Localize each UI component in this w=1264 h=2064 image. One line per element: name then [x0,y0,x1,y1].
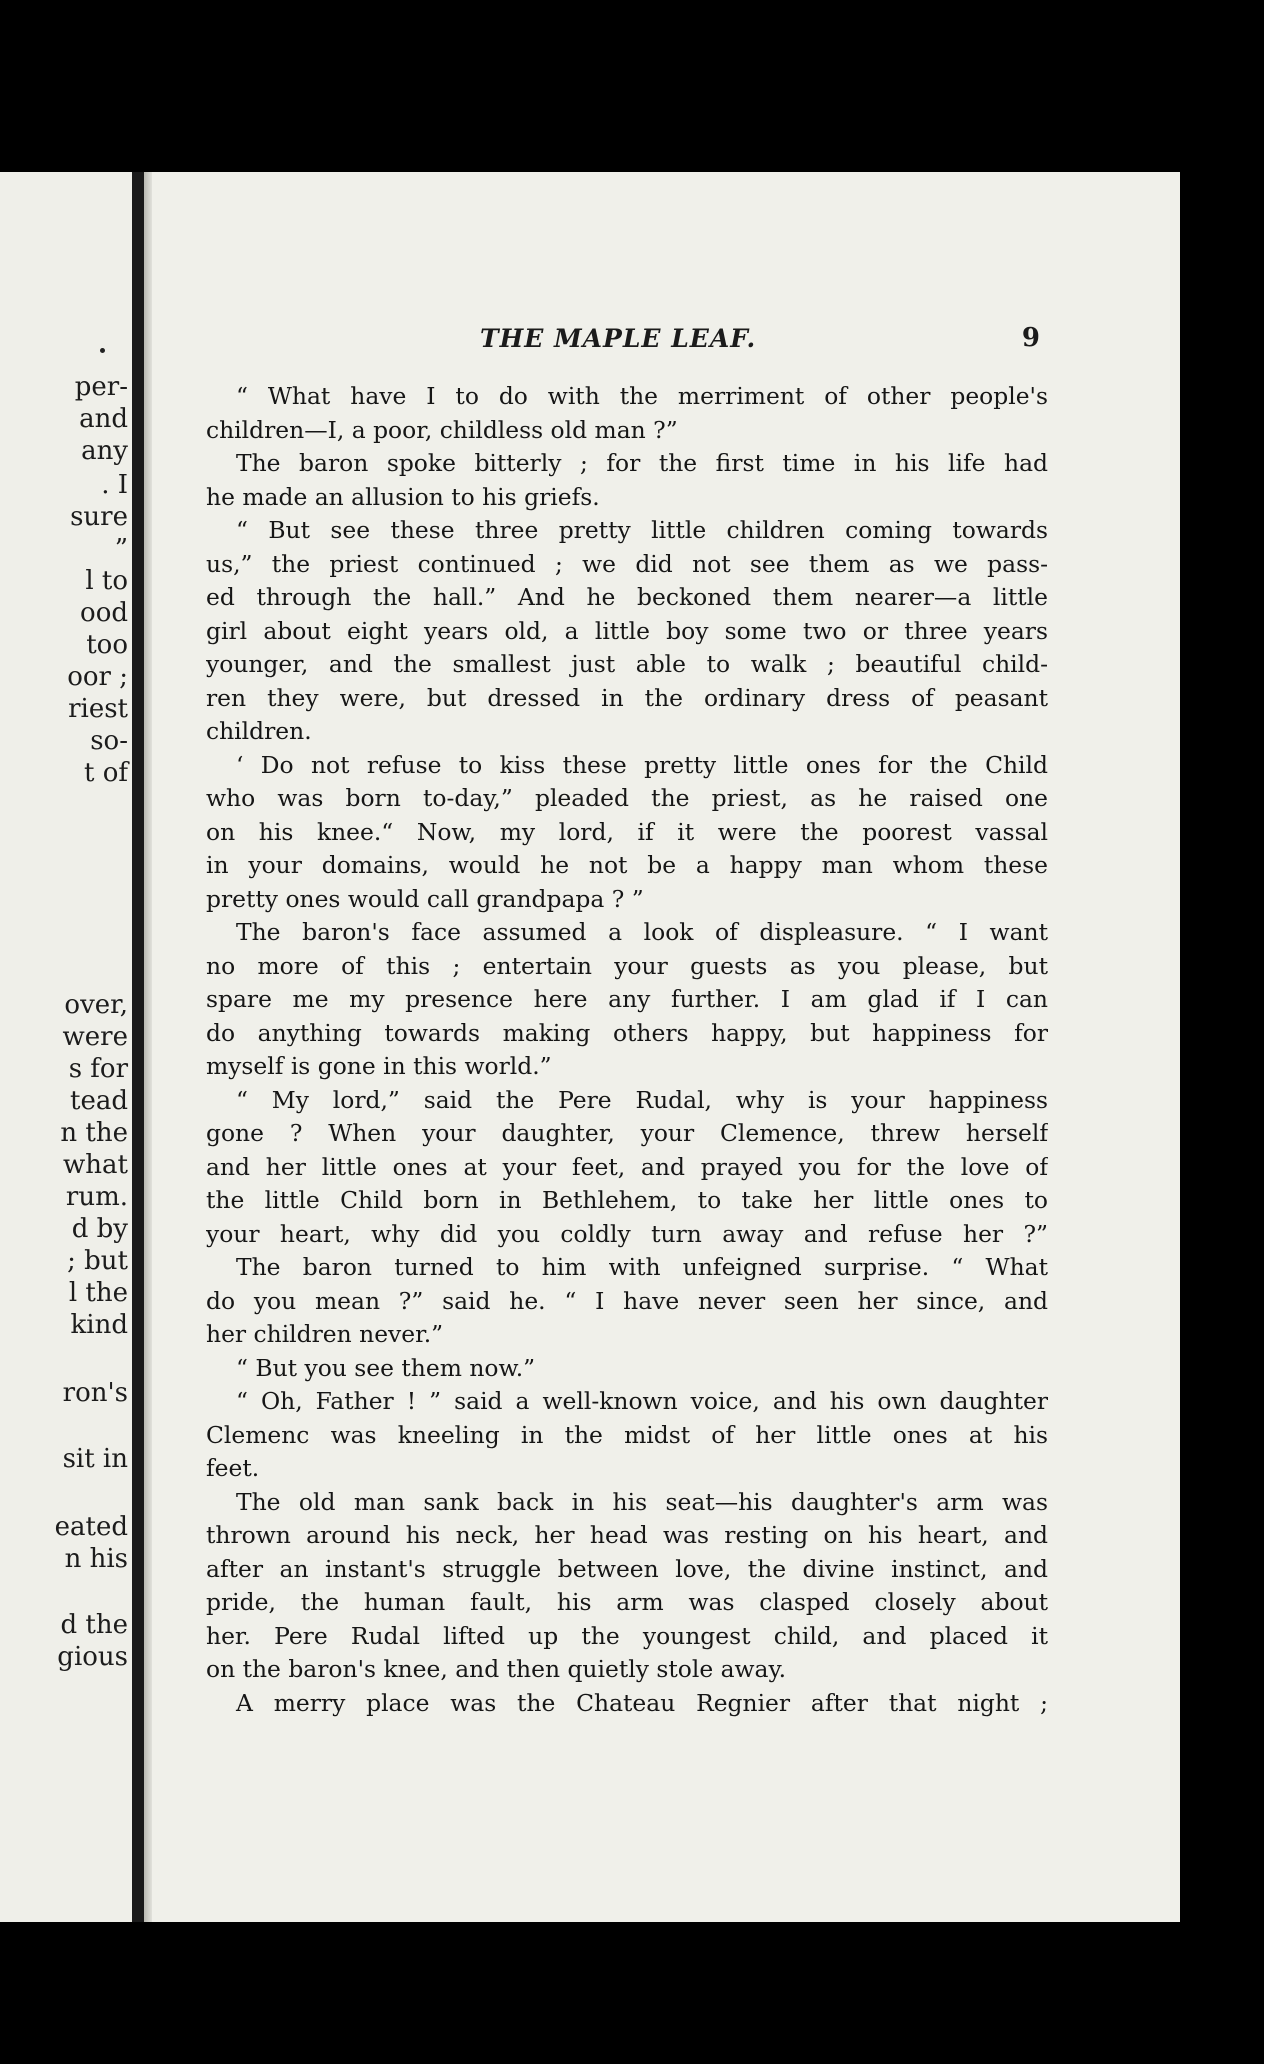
text-line: girl about eight years old, a little boy some two or three years [206,616,1048,645]
previous-page-line-fragment: sit in [62,1444,128,1474]
previous-page-line-fragment: n the [60,1118,128,1148]
previous-page-line-fragment: l to [85,566,128,596]
text-line: do you mean ?” said he. “ I have never seen her since, and [206,1286,1048,1315]
text-line: The baron turned to him with unfeigned surprise. “ What [236,1253,1048,1281]
previous-page-line-fragment: so- [90,726,128,756]
text-line: thrown around his neck, her head was resting on his heart, and [206,1521,1048,1549]
previous-page-line-fragment: kind [70,1310,128,1340]
text-line: the little Child born in Bethlehem, to take her little ones to [206,1186,1048,1214]
text-line: ren they were, but dressed in the ordinary dress of peasant [206,683,1048,712]
previous-page-line-fragment: were [62,1022,128,1052]
text-line: her children never.” [206,1320,444,1348]
text-line: The baron spoke bitterly ; for the first time in his life had [236,449,1048,477]
text-line: children—I, a poor, childless old man ?” [206,415,678,444]
text-line: on the baron's knee, and then quietly stole away. [206,1655,787,1683]
text-line: “ My lord,” said the Pere Rudal, why is your happiness [236,1085,1048,1114]
page-number: 9 [1021,323,1040,353]
previous-page-line-fragment: ; but [67,1246,128,1276]
text-line: after an instant's struggle between love, the divine instinct, and [206,1554,1048,1583]
text-line: “ Oh, Father ! ” said a well-known voice, and his own daughter [236,1387,1048,1415]
text-line: ed through the hall.” And he beckoned them nearer—a little [206,583,1048,611]
text-line: feet. [206,1454,260,1482]
text-line: “ But see these three pretty little children coming towards [236,516,1048,544]
previous-page-line-fragment: riest [68,694,128,724]
body-text [206,380,1048,1720]
previous-page-line-fragment: ” [114,534,128,564]
previous-page-line-fragment: tead [70,1086,128,1116]
book-gutter [132,172,144,1922]
previous-page-line-fragment: and [79,404,128,434]
running-header [480,318,1040,358]
text-line: and her little ones at your feet, and prayed you for the love of [206,1152,1048,1181]
previous-page-line-fragment: . I [101,470,128,500]
previous-page-line-fragment: ron's [62,1378,128,1408]
previous-page-line-fragment: d by [71,1214,128,1244]
text-line: us,” the priest continued ; we did not see them as we pass- [206,549,1048,578]
text-line: Clemenc was kneeling in the midst of her little ones at his [206,1420,1048,1449]
previous-page-line-fragment: n his [64,1544,128,1574]
text-line: younger, and the smallest just able to walk ; beautiful child- [206,650,1048,678]
text-line: ‘ Do not refuse to kiss these pretty little ones for the Child [236,750,1048,779]
previous-page-line-fragment: ood [80,598,128,628]
text-line: he made an allusion to his griefs. [206,482,600,511]
previous-page-line-fragment: sure [70,502,128,532]
previous-page-line-fragment: what [63,1150,128,1180]
previous-page-line-fragment: per- [74,372,128,402]
previous-page-line-fragment: d the [60,1610,128,1640]
previous-page-line-fragment: s for [68,1054,128,1084]
text-line: “ What have I to do with the merriment of other people's [236,382,1048,410]
previous-page-line-fragment: over, [64,990,128,1020]
previous-page-line-fragment: oor ; [67,662,128,692]
previous-page-line-fragment: l the [68,1278,128,1308]
text-line: her. Pere Rudal lifted up the youngest child, and placed it [206,1621,1048,1650]
previous-page-edge [0,172,132,1922]
text-line: “ But you see them now.” [236,1353,536,1382]
text-line: no more of this ; entertain your guests as you please, but [206,951,1048,980]
previous-page-line-fragment: too [86,630,128,660]
text-line: myself is gone in this world.” [206,1052,552,1080]
text-line: The old man sank back in his seat—his daughter's arm was [236,1487,1048,1516]
text-line: in your domains, would he not be a happy man whom these [206,851,1048,879]
text-line: who was born to-day,” pleaded the priest, as he raised one [206,784,1048,812]
text-line: A merry place was the Chateau Regnier after that night ; [236,1688,1048,1717]
previous-page-line-fragment: any [81,436,128,466]
text-line: gone ? When your daughter, your Clemence, threw herself [206,1119,1048,1147]
previous-page-line-fragment: t of [84,758,128,788]
text-line: pretty ones would call grandpapa ? ” [206,884,644,913]
previous-page-line-fragment: rum. [65,1182,128,1212]
text-line: children. [206,717,312,745]
ink-speck [100,348,105,353]
text-line: The baron's face assumed a look of displeasure. “ I want [236,918,1048,946]
text-line: pride, the human fault, his arm was clasped closely about [206,1588,1048,1616]
previous-page-line-fragment: eated [54,1512,128,1542]
running-title: THE MAPLE LEAF. [480,323,757,353]
text-line: do anything towards making others happy, but happiness for [206,1018,1048,1047]
text-line: spare me my presence here any further. I am glad if I can [206,985,1048,1013]
text-line: on his knee.“ Now, my lord, if it were the poorest vassal [206,817,1048,846]
text-line: your heart, why did you coldly turn away and refuse her ?” [206,1219,1048,1248]
previous-page-line-fragment: gious [57,1642,128,1672]
